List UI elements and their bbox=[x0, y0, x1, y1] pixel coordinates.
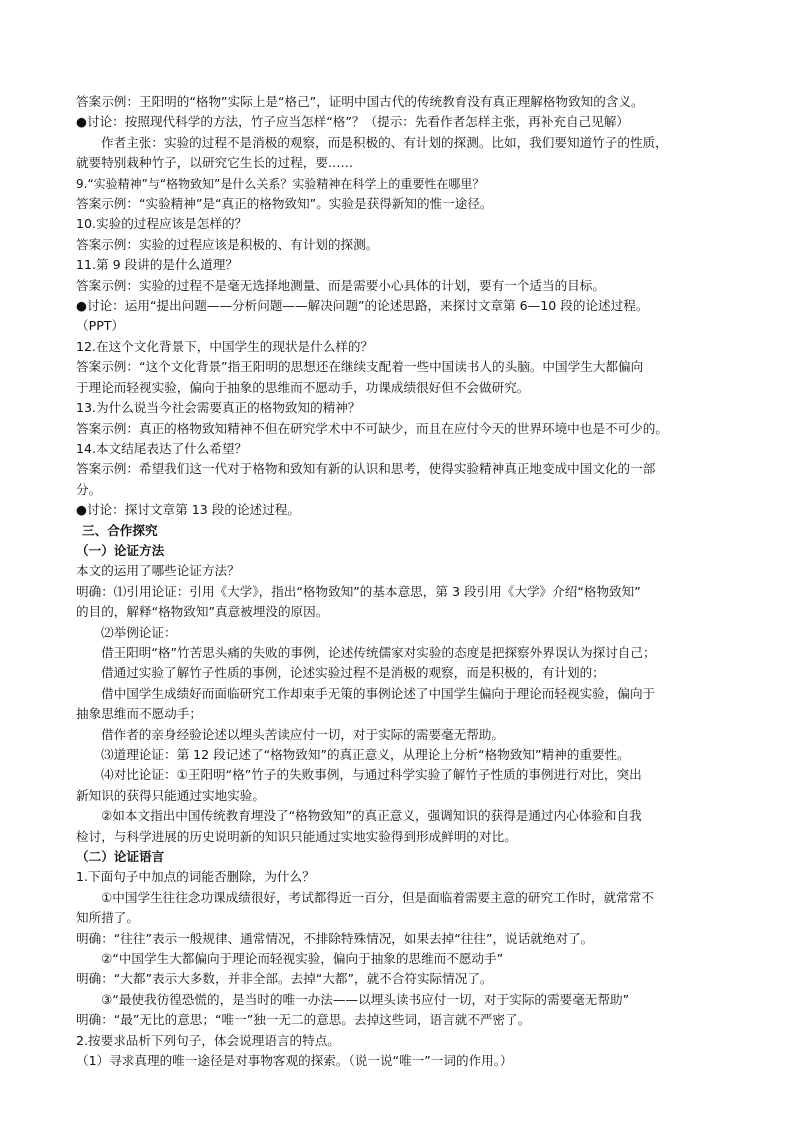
question-line: 10.实验的过程应该是怎样的？ bbox=[76, 216, 248, 232]
document-page bbox=[76, 92, 724, 1072]
discussion-line: ●讨论：运用“提出问题——分析问题——解决问题”的论述思路，来探讨文章第 6—10 段的论述过程。 bbox=[76, 298, 649, 314]
subsection-heading: （二）论证语言 bbox=[76, 849, 165, 865]
clarify-line: 明确：“往往”表示一般规律、通常情况，不排除特殊情况，如果去掉“往往”，说话就绝对了。 bbox=[76, 930, 594, 946]
question-line: 本文的运用了哪些论证方法？ bbox=[76, 563, 240, 579]
answer-line: 答案示例：“实验精神”是“真正的格物致知”。实验是获得新知的惟一途径。 bbox=[76, 196, 493, 212]
text-line: ⑵举例论证： bbox=[101, 624, 177, 640]
discussion-line: ●讨论：按照现代科学的方法，竹子应当怎样“格”？（提示：先看作者怎样主张，再补充自己见解） bbox=[76, 114, 629, 130]
text-line: 分。 bbox=[76, 481, 102, 497]
text-line: 借通过实验了解竹子性质的事例，论述实验过程不是消极的观察，而是积极的，有计划的； bbox=[101, 665, 605, 681]
answer-line: 答案示例：王阳明的“格物”实际上是“格己”，证明中国古代的传统教育没有真正理解格物致知的含义。 bbox=[76, 94, 644, 109]
text-line: 新知识的获得只能通过实地实验。 bbox=[76, 787, 265, 803]
question-line: 11.第 9 段讲的是什么道理？ bbox=[76, 257, 238, 273]
clarify-line: 明确：⑴引用论证：引用《大学》，指出“格物致知”的基本意思，第 3 段引用《大学》介绍“格物致知” bbox=[76, 583, 641, 599]
answer-line: 答案示例：希望我们这一代对于格物和致知有新的认识和思考，使得实验精神真正地变成中国文化的一部 bbox=[76, 461, 656, 477]
text-line: ⑶道理论证：第 12 段记述了“格物致知”的真正意义，从理论上分析“格物致知”精神的重要性。 bbox=[101, 747, 630, 762]
section-heading: 三、合作探究 bbox=[82, 522, 158, 538]
answer-line: 答案示例：实验的过程不是毫无选择地测量、而是需要小心具体的计划，要有一个适当的目标。 bbox=[76, 277, 605, 293]
text-line: 的目的，解释“格物致知”真意被埋没的原因。 bbox=[76, 604, 329, 620]
text-line: （PPT） bbox=[76, 318, 125, 334]
question-line: 13.为什么说当今社会需要真正的格物致知的精神？ bbox=[76, 400, 361, 416]
text-line: ②“中国学生大都偏向于理论而轻视实验，偏向于抽象的思维而不愿动手” bbox=[101, 951, 504, 967]
text-line: 检讨，与科学进展的历史说明新的知识只能通过实地实验得到形成鲜明的对比。 bbox=[76, 828, 517, 844]
author-claim-line: 作者主张：实验的过程不是消极的观察，而是积极的、有计划的探测。比如，我们要知道竹子的性质， bbox=[101, 134, 668, 150]
text-line: 于理论而轻视实验，偏向于抽象的思维而不愿动手，功课成绩很好但不会做研究。 bbox=[76, 379, 530, 395]
answer-line: 答案示例：真正的格物致知精神不但在研究学术中不可缺少，而且在应付今天的世界环境中也是不可少的。 bbox=[76, 420, 668, 436]
text-line: 知所措了。 bbox=[76, 910, 139, 926]
text-line: ①中国学生往往念功课成绩很好，考试都得近一百分，但是面临着需要主意的研究工作时，就常常不 bbox=[101, 889, 654, 905]
text-line: 借王阳明“格”竹苦思头痛的失败的事例，论述传统儒家对实验的态度是把探察外界误认为探讨自己； bbox=[101, 644, 656, 660]
answer-line: 答案示例：实验的过程应该是积极的、有计划的探测。 bbox=[76, 236, 379, 252]
question-line: 1.下面句子中加点的词能否删除，为什么？ bbox=[76, 869, 315, 885]
subsection-heading: （一）论证方法 bbox=[76, 542, 165, 558]
clarify-line: 明确：“大都”表示大多数，并非全部。去掉“大都”，就不合符实际情况了。 bbox=[76, 971, 493, 987]
clarify-line: 明确：“最”无比的意思；“唯一”独一无二的意思。去掉这些词，语言就不严密了。 bbox=[76, 1012, 531, 1028]
question-line: 9.“实验精神”与“格物致知”是什么关系？实验精神在科学上的重要性在哪里？ bbox=[76, 176, 485, 191]
text-line: 借中国学生成绩好而面临研究工作却束手无策的事例论述了中国学生偏向于理论而轻视实验，偏向于 bbox=[101, 685, 656, 701]
text-line: 就要特别栽种竹子，以研究它生长的过程，要…… bbox=[76, 155, 354, 171]
text-line: 抽象思维而不愿动手； bbox=[76, 706, 202, 722]
text-line: ②如本文指出中国传统教育埋没了“格物致知”的真正意义，强调知识的获得是通过内心体验和自我 bbox=[101, 808, 642, 824]
question-line: 14.本文结尾表达了什么希望？ bbox=[76, 440, 248, 456]
question-line: 2.按要求品析下列句子，体会说理语言的特点。 bbox=[76, 1032, 340, 1048]
text-line: ③“最使我彷徨恐慌的，是当时的唯一办法——以埋头读书应付一切，对于实际的需要毫无帮助” bbox=[101, 991, 630, 1007]
text-line: （1）寻求真理的唯一途径是对事物客观的探索。（说一说“唯一”一词的作用。） bbox=[76, 1053, 513, 1069]
text-line: 借作者的亲身经验论述以埋头苦读应付一切，对于实际的需要毫无帮助。 bbox=[101, 726, 504, 742]
discussion-line: ●讨论：探讨文章第 13 段的论述过程。 bbox=[76, 502, 300, 518]
text-line: ⑷对比论证：①王阳明“格”竹子的失败事例，与通过科学实验了解竹子性质的事例进行对比，突出 bbox=[101, 767, 642, 783]
answer-line: 答案示例：“这个文化背景”指王阳明的思想还在继续支配着一些中国读书人的头脑。中国学生大都偏向 bbox=[76, 359, 644, 375]
question-line: 12.在这个文化背景下，中国学生的现状是什么样的？ bbox=[76, 338, 374, 354]
